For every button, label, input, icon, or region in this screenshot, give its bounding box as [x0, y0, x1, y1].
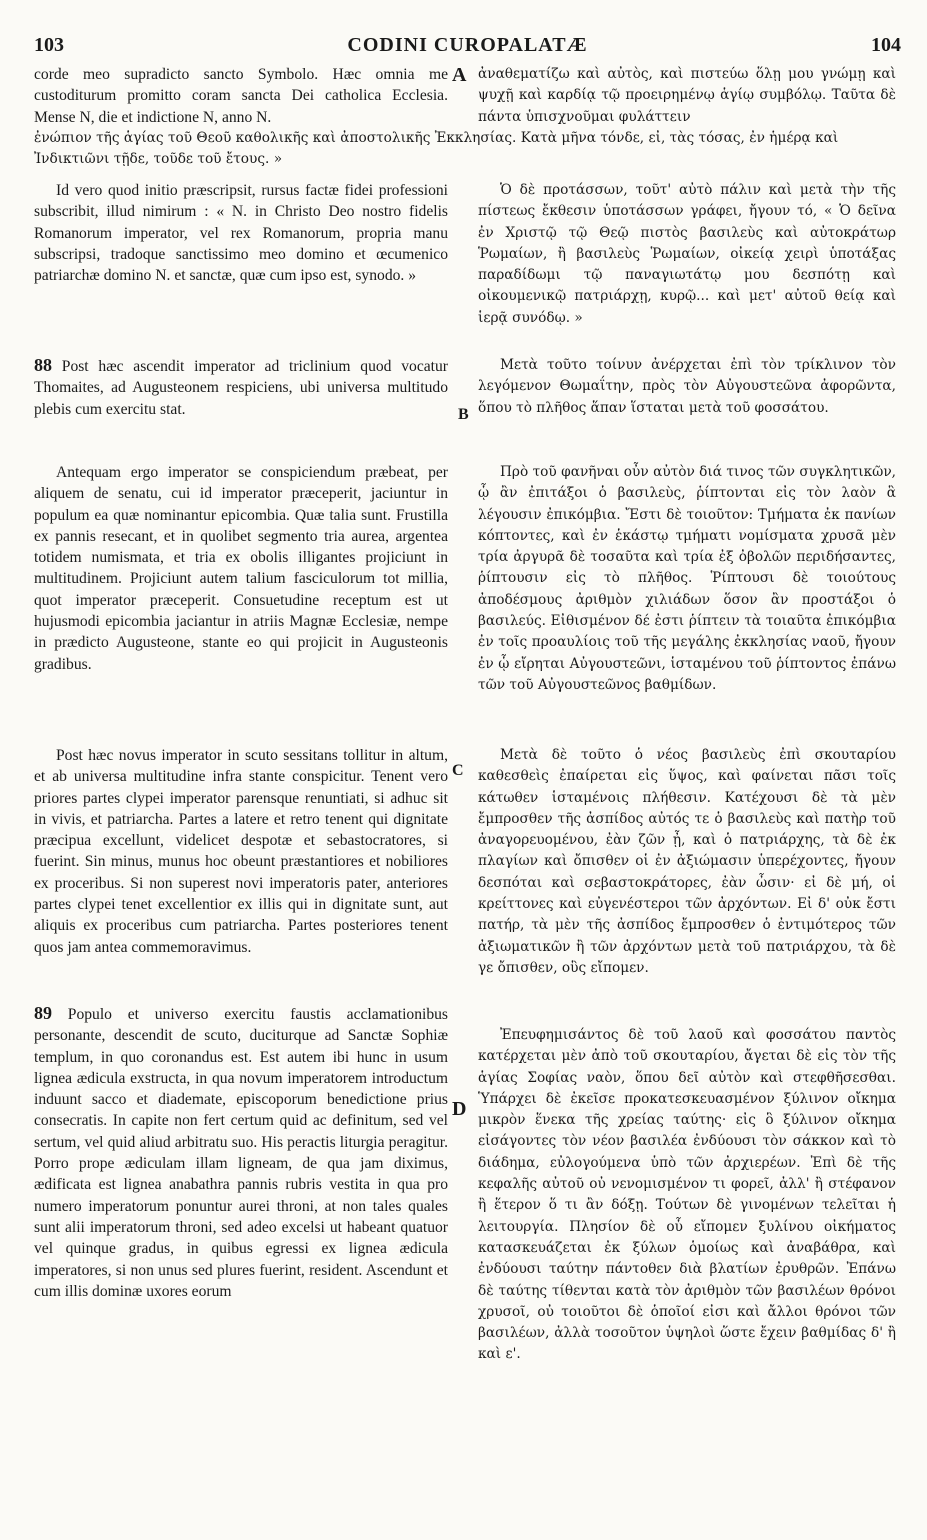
section-number-88: 88 [34, 355, 52, 375]
section-number-89: 89 [34, 1003, 52, 1023]
page-number-right: 104 [871, 34, 901, 56]
latin-paragraph-1: Id vero quod initio præscripsit, rursus factæ fidei professioni subscribit, illud nimirum : « N. in Christo Deo nostro fidelis Romanorum imperator, vel rex Romanorum, propria manu subscripsi, tradoque sanctissimo meo domino et œcumenico patriarchæ domino N. et sanctæ, quæ cum ipso est, synodo. » [34, 182, 448, 285]
latin-paragraph-3: Antequam ergo imperator se conspiciendum præbeat, per aliquem de senatu, cui id imperator præceperit, jaciuntur in populum ea quæ nominantur epicombia. Quæ talia sunt. Frustilla ex pannis resecant, et in quolibet segmento tria aurea, argentea totidem numismata, et tria ex obolis illigantes projiciunt in multitudinem. Projiciunt autem talium fasciculorum tot millia, quot imperator præceperit. Consuetudine receptum est ut hujusmodi epicombia jaciantur in atriis Magnæ Ecclesiæ, nempe in prædicto Augusteone, stante eo qui projicit in Augusteonis gradibus. [34, 464, 448, 673]
latin-paragraph-4: Post hæc novus imperator in scuto sessitans tollitur in altum, et ab universa multitudine infra stante conspicitur. Tenent vero priores partes clypei imperator parensque renuntiati, si adhuc sit in vivis, et patriarcha. Partes a latere et retro tenent qui dignitate præcipua excellunt, videlicet despotæ et sebastocratores, si fuerint. Sin minus, munus hoc obeunt præstantiores et nobiliores ex proceribus. Si non superest novi imperatoris pater, anteriores partes clypei tenet excellentior ex illis qui in dignitate sunt, aut aliquis ex proceribus cum patriarcha. Partes posteriores tenent quos jam antea commemoravimus. [34, 747, 448, 956]
greek-intro: ἀναθεματίζω καὶ αὐτὸς, καὶ πιστεύω ὅλῃ μου γνώμῃ καὶ ψυχῇ καὶ καρδίᾳ τῷ προειρημένῳ ἁγίῳ συμβόλῳ. Ταῦτα δὲ πάντα ὑπισχνοῦμαι φυλάττειν [478, 66, 896, 125]
greek-paragraph-4: Μετὰ δὲ τοῦτο ὁ νέος βασιλεὺς ἐπὶ σκουταρίου καθεσθεὶς ἐπαίρεται εἰς ὕψος, καὶ φαίνεται πᾶσι τοῖς κάτωθεν ἱσταμένοις πλήθεσιν. Κατέχουσι δὲ τὰ μὲν ἔμπροσθεν τῆς ἀσπίδος αὐτός τε ὁ βασιλεὺς καὶ πατὴρ τοῦ ἀναγορευομένου, ἐὰν ζῶν ᾖ, καὶ ὁ πατριάρχης, τὰ δὲ ἐκ πλαγίων καὶ ὄπισθεν οἱ ἐν ἀξιώμασιν ὑπερέχοντες, ἤγουν δεσπόται καὶ σεβαστοκράτορες, ἐὰν ὦσιν· εἰ δὲ μή, οἱ κρείττονες καὶ εὐγενέστεροι τῶν ἀρχόντων. Εἰ δ' οὐκ ἔστι πατήρ, τὰ μὲν τῆς ἀσπίδος ἔμπροσθεν ὁ ἐντιμότερος τῶν ἀξιωματικῶν ἢ τῶν ἀρχόντων μετὰ τοῦ πατριάρχου, τὰ δὲ γε ὄπισθεν, οὓς εἴπομεν. [478, 747, 896, 976]
latin-intro: corde meo supradicto sancto Symbolo. Hæc omnia me custoditurum promitto coram sancta Dei catholica Ecclesia. Mense N, die et indictione N, anno N. [34, 66, 448, 126]
greek-paragraph-5: Ἐπευφημισάντος δὲ τοῦ λαοῦ καὶ φοσσάτου παντὸς κατέρχεται μὲν ἀπὸ τοῦ σκουταρίου, ἄγεται δὲ εἰς τὸν τῆς ἁγίας Σοφίας ναὸν, ὅπου δεῖ αὐτὸν καὶ στεφθῆσεσθαι. Ὑπάρχει δὲ ἐκεῖσε προκατεσκευασμένον ξύλινον οἴκημα μικρὸν ἕνεκα τῆς χρείας ταύτης· εἰς ὃ ξύλινον οἴκημα εἰσάγοντες τὸν νέον βασιλέα ἐνδύουσι τὸν σάκκον καὶ τὸ διάδημα, εὐλογούμενα ὑπὸ τῶν ἀρχιερέων. Ἐπὶ δὲ τῆς κεφαλῆς αὐτοῦ οὐ νενομισμένον τι φορεῖ, ἀλλ' ἢ στέφανον ἢ ἕτερον ὅ τι ἂν δόξῃ. Τούτων δὲ γινομένων τελεῖται ἡ λειτουργία. Πλησίον δὲ οὗ εἴπομεν ξυλίνου οἰκήματος κατασκευάζεται ἐκ ξύλων ὁμοίως καὶ ἀναβάθρα, καὶ ἐνδύουσι ταύτην πάντοθεν διὰ βλατίων ἐρυθρῶν. Ἐπάνω δὲ ταύτης τίθενται κατὰ τὸν ἀριθμὸν τῶν βασιλέων θρόνοι χρυσοῖ, οὐ τοιοῦτοι δὲ ὁποῖοί εἰσι καὶ ἄλλοι θρόνοι τῶν βασιλέων, ἀλλὰ τοσοῦτον ὑψηλοὶ ὥστε ἔχειν βαθμίδας δ' ἢ καὶ ε'. [478, 1027, 896, 1363]
greek-intro-wide: ἐνώπιον τῆς ἁγίας τοῦ Θεοῦ καθολικῆς καὶ ἀποστολικῆς Ἐκκλησίας. Κατὰ μῆνα τόνδε, εἰ, τὰς τόσας, ἐν ἡμέρᾳ καὶ Ἰνδικτιῶνι τῇδε, τοῦδε τοῦ ἔτους. » [34, 130, 839, 168]
page-header [34, 34, 901, 60]
margin-marker-d: D [452, 1098, 467, 1120]
latin-paragraph-5: 89 Populo et universo exercitu faustis acclamationibus personante, descendit de scuto, duciturque ad Sanctæ Sophiæ templum, in quo coronandus est. Est autem ibi hunc in usum lignea ædicula exstructa, in qua novum imperatorem introductum induunt sacco et diademate, episcoporum benedictione prius consecratis. In capite non fert certum quid ac definitum, sed vel sertum, vel quid aliud arbitratu suo. His peractis liturgia peragitur. Porro prope ædiculam illam ligneam, de qua jam diximus, ædificata est lignea anabathra pannis rubris vestita in qua pro numero imperatorum ponuntur aurei throni, at non tales quales sunt alii imperatorum throni, sed adeo excelsi ut habeant quatuor vel quinque gradus, in quibus egressi ex lignea ædicula imperatores, si non unus sed plures fuerint, resident. Ascendunt et cum illis dominæ uxores eorum [34, 1003, 448, 1300]
greek-paragraph-2: Μετὰ τοῦτο τοίνυν ἀνέρχεται ἐπὶ τὸν τρίκλινον τὸν λεγόμενον Θωμαΐτην, πρὸς τὸν Αὐγουστεῶνα ἀφορῶντα, ὅπου τὸ πλῆθος ἅπαν ἵσταται μετὰ τοῦ φοσσάτου. [478, 357, 896, 416]
margin-marker-c: C [452, 762, 464, 779]
margin-marker-a: A [452, 64, 467, 86]
latin-paragraph-2: 88 Post hæc ascendit imperator ad triclinium quod vocatur Thomaites, ad Augusteonem respiciens, ubi universa multitudo plebis cum exercitu stat. [34, 355, 448, 418]
greek-paragraph-1: Ὁ δὲ προτάσσων, τοῦτ' αὐτὸ πάλιν καὶ μετὰ τὴν τῆς πίστεως ἔκθεσιν ὑποτάσσων γράφει, ἤγουν τό, « Ὁ δεῖνα ἐν Χριστῷ τῷ Θεῷ πιστὸς βασιλεὺς καὶ αὐτοκράτωρ Ῥωμαίων, ἢ βασιλεὺς Ῥωμαίων, οἰκείᾳ χειρὶ ὑποτάξας παραδίδωμι τῷ παναγιωτάτῳ μου δεσπότῃ καὶ οἰκουμενικῷ πατριάρχῃ, κυρῷ... καὶ μετ' αὐτοῦ θείᾳ καὶ ἱερᾷ συνόδῳ. » [478, 182, 896, 326]
margin-marker-b: B [458, 406, 469, 423]
greek-paragraph-3: Πρὸ τοῦ φανῆναι οὖν αὐτὸν διά τινος τῶν συγκλητικῶν, ᾧ ἂν ἐπιτάξοι ὁ βασιλεὺς, ῥίπτονται εἰς τὸν λαὸν ἃ λέγουσιν ἐπικόμβια. Ἔστι δὲ τοιοῦτον: Τμήματα ἐκ πανίων κόπτοντες, καὶ ἐν ἑκάστῳ τμήματι νομίσματα χρυσᾶ μὲν τρία ἀργυρᾶ δὲ τοσαῦτα καὶ τρία ἐξ ὀβολῶν περιδήσαντες, ῥίπτουσιν εἰς τὸ πλῆθος. Ῥίπτουσι δὲ τοιούτους ἀποδέσμους ἀριθμὸν χιλιάδων ὅσον ἂν προστάξοι ὁ βασιλεύς. Εἰθισμένον δέ ἐστι ῥίπτειν τὰ τοιαῦτα ἐπικόμβια ἐν τοῖς προαυλίοις τοῦ τῆς μεγάλης ἐκκλησίας ναοῦ, ἤγουν ἐν ᾧ εἴρηται Αὐγουστεῶνι, ἱσταμένου τοῦ ῥίπτοντος ἐπάνω τῶν τοῦ Αὐγουστεῶνος βαθμίδων. [478, 464, 896, 693]
running-title: CODINI CUROPALATÆ [347, 34, 588, 56]
page-number-left: 103 [34, 34, 64, 56]
